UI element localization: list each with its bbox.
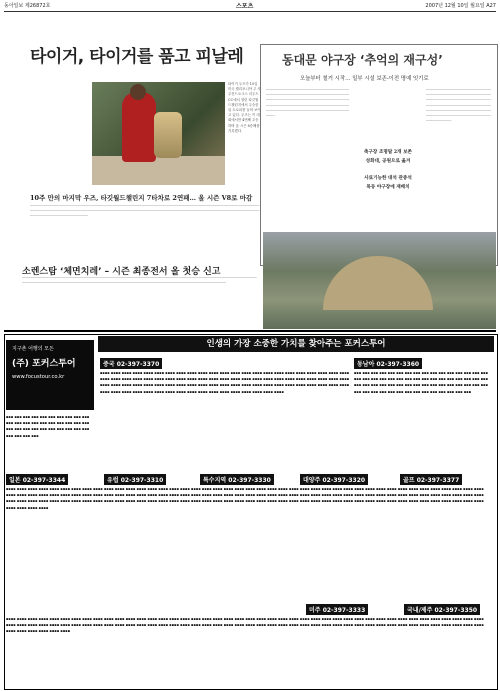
ad-section-china: 중국 02-397-3370: [100, 358, 162, 369]
ad-listing-3: ▪▪▪ ▪▪▪ ▪▪▪ ▪▪▪ ▪▪▪ ▪▪▪ ▪▪▪ ▪▪▪ ▪▪▪ ▪▪▪ ▪▪▪ ▪▪▪ ▪▪▪ ▪▪▪ ▪▪▪ ▪▪▪ ▪▪▪ ▪▪▪ ▪▪▪ ▪▪▪ ▪▪▪ ▪▪▪ ▪▪▪ ▪▪▪ ▪▪▪ ▪▪▪ ▪▪▪ ▪▪▪ ▪▪▪ ▪▪▪ ▪▪▪ ▪▪▪ ▪▪▪ ▪▪▪ ▪▪▪ ▪▪▪ ▪▪▪ ▪▪▪ ▪▪▪ ▪▪▪ ▪▪▪ ▪▪▪ ▪▪▪ ▪▪▪ ▪▪▪ ▪▪▪ ▪▪▪ ▪▪▪ ▪▪▪ ▪▪▪ ▪▪▪ ▪▪▪ ▪▪▪ ▪▪▪ ▪▪▪ ▪▪▪ ▪▪▪ ▪▪▪ ▪▪▪ ▪▪▪ ▪▪▪ ▪▪▪: [354, 371, 489, 394]
headline-secondary: 소렌스탐 ‘체면치레’ – 시즌 최종전서 올 첫승 신고: [22, 267, 221, 277]
photo-caption: 타이거 우즈가 10일 미국 캘리포니아 주 사우전드오크스 셔우드CC에서 열린 타깃월드챌린지에서 우승한 뒤 트로피를 들어 보이고 있다. 우즈는 이 대회에서만 4번째 우승하며 올 시즌 8승째를 기록했다.: [228, 82, 261, 133]
ad-listing-5: ▪▪▪▪ ▪▪▪▪ ▪▪▪▪ ▪▪▪▪ ▪▪▪▪ ▪▪▪▪ ▪▪▪▪ ▪▪▪▪ ▪▪▪▪ ▪▪▪▪ ▪▪▪▪ ▪▪▪▪ ▪▪▪▪ ▪▪▪▪ ▪▪▪▪ ▪▪▪▪ ▪▪▪▪ ▪▪▪▪ ▪▪▪▪ ▪▪▪▪ ▪▪▪▪ ▪▪▪▪ ▪▪▪▪ ▪▪▪▪ ▪▪▪▪ ▪▪▪▪ ▪▪▪▪ ▪▪▪▪ ▪▪▪▪ ▪▪▪▪ ▪▪▪▪ ▪▪▪▪ ▪▪▪▪ ▪▪▪▪ ▪▪▪▪ ▪▪▪▪ ▪▪▪▪ ▪▪▪▪ ▪▪▪▪ ▪▪▪▪ ▪▪▪▪ ▪▪▪▪ ▪▪▪▪ ▪▪▪▪ ▪▪▪▪ ▪▪▪▪ ▪▪▪▪ ▪▪▪▪ ▪▪▪▪ ▪▪▪▪ ▪▪▪▪ ▪▪▪▪ ▪▪▪▪ ▪▪▪▪ ▪▪▪▪ ▪▪▪▪ ▪▪▪▪ ▪▪▪▪ ▪▪▪▪ ▪▪▪▪ ▪▪▪▪ ▪▪▪▪ ▪▪▪▪ ▪▪▪▪ ▪▪▪▪ ▪▪▪▪ ▪▪▪▪ ▪▪▪▪ ▪▪▪▪ ▪▪▪▪ ▪▪▪▪ ▪▪▪▪ ▪▪▪▪ ▪▪▪▪ ▪▪▪▪ ▪▪▪▪ ▪▪▪▪ ▪▪▪▪ ▪▪▪▪ ▪▪▪▪ ▪▪▪▪ ▪▪▪▪ ▪▪▪▪ ▪▪▪▪ ▪▪▪▪ ▪▪▪▪ ▪▪▪▪ ▪▪▪▪ ▪▪▪▪ ▪▪▪▪ ▪▪▪▪ ▪▪▪▪ ▪▪▪▪ ▪▪▪▪: [6, 617, 484, 634]
sidebar-body-1: ───────────────────────────────────────────────────────────────────────────────────────────────────────────────────────────────────────────────────────────────────────────────────────────────────────────────────────────────────────────: [266, 88, 350, 119]
ad-section-america: 미주 02-397-3333: [306, 604, 368, 615]
sidebar-body-2: ──────────────────────────────────────────────────────────────────────────────────────────────────────────────────────────────────────────────────────────────────────────────────────────────────────────────────────────────────────: [426, 88, 492, 124]
ad-section-golf: 골프 02-397-3377: [400, 474, 462, 485]
ad-section-japan: 일본 02-397-3344: [6, 474, 68, 485]
masthead: 동아일보 제26872호: [4, 3, 51, 9]
ad-listing-2: ▪▪▪▪ ▪▪▪▪ ▪▪▪▪ ▪▪▪▪ ▪▪▪▪ ▪▪▪▪ ▪▪▪▪ ▪▪▪▪ ▪▪▪▪ ▪▪▪▪ ▪▪▪▪ ▪▪▪▪ ▪▪▪▪ ▪▪▪▪ ▪▪▪▪ ▪▪▪▪ ▪▪▪▪ ▪▪▪▪ ▪▪▪▪ ▪▪▪▪ ▪▪▪▪ ▪▪▪▪ ▪▪▪▪ ▪▪▪▪ ▪▪▪▪ ▪▪▪▪ ▪▪▪▪ ▪▪▪▪ ▪▪▪▪ ▪▪▪▪ ▪▪▪▪ ▪▪▪▪ ▪▪▪▪ ▪▪▪▪ ▪▪▪▪ ▪▪▪▪ ▪▪▪▪ ▪▪▪▪ ▪▪▪▪ ▪▪▪▪ ▪▪▪▪ ▪▪▪▪ ▪▪▪▪ ▪▪▪▪ ▪▪▪▪ ▪▪▪▪ ▪▪▪▪ ▪▪▪▪ ▪▪▪▪ ▪▪▪▪ ▪▪▪▪ ▪▪▪▪ ▪▪▪▪ ▪▪▪▪ ▪▪▪▪ ▪▪▪▪ ▪▪▪▪ ▪▪▪▪ ▪▪▪▪ ▪▪▪▪ ▪▪▪▪ ▪▪▪▪ ▪▪▪▪ ▪▪▪▪ ▪▪▪▪ ▪▪▪▪ ▪▪▪▪ ▪▪▪▪ ▪▪▪▪ ▪▪▪▪ ▪▪▪▪ ▪▪▪▪ ▪▪▪▪ ▪▪▪▪ ▪▪▪▪ ▪▪▪▪ ▪▪▪▪ ▪▪▪▪ ▪▪▪▪ ▪▪▪▪ ▪▪▪▪ ▪▪▪▪ ▪▪▪▪ ▪▪▪▪ ▪▪▪▪ ▪▪▪▪: [100, 371, 350, 394]
ad-listing-1: ▪▪▪ ▪▪▪ ▪▪▪ ▪▪▪ ▪▪▪ ▪▪▪ ▪▪▪ ▪▪▪ ▪▪▪ ▪▪▪ ▪▪▪ ▪▪▪ ▪▪▪ ▪▪▪ ▪▪▪ ▪▪▪ ▪▪▪ ▪▪▪ ▪▪▪ ▪▪▪ ▪▪▪ ▪▪▪ ▪▪▪ ▪▪▪ ▪▪▪ ▪▪▪ ▪▪▪ ▪▪▪ ▪▪▪ ▪▪▪ ▪▪▪ ▪▪▪ ▪▪▪ ▪▪▪: [6, 415, 90, 438]
article-body-1: ──────────────────────────────────────────────────────────────────────────────────────────────────────────────────────────────────────────────────────────────────────────────────────────────────────────────────────────────────────────────────────────────────────────────────────────────: [30, 204, 260, 219]
ad-section-sea: 동남아 02-397-3360: [354, 358, 422, 369]
sidebar-title: 동대문 야구장 ‘추억의 재구성’: [282, 53, 443, 67]
stadium-photo: [263, 232, 496, 329]
sidebar-pull-quote: 축구장 조명탑 2개 보존 성화대, 공원으로 옮겨 사료기능한 대석 관중석 목동 야구장에 재배치: [364, 150, 412, 190]
ad-section-special: 특수지역 02-397-3330: [200, 474, 274, 485]
ad-rule: [4, 330, 496, 332]
ad-banner: 인생의 가장 소중한 가치를 찾아주는 포커스투어: [98, 336, 494, 352]
ad-section-europe: 유럽 02-397-3310: [104, 474, 166, 485]
date-page: 2007년 12월 10일 월요일 A27: [425, 3, 496, 9]
sidebar-subtitle: 오늘부터 철거 시작… 일부 시설 보존-이전 명예 잇기로: [300, 76, 429, 82]
subheadline: 10주 만의 마지막 우즈, 타깃월드챌린지 7타차로 2연패… 올 시즌 V8로 마감: [30, 194, 253, 202]
ad-listing-4: ▪▪▪▪ ▪▪▪▪ ▪▪▪▪ ▪▪▪▪ ▪▪▪▪ ▪▪▪▪ ▪▪▪▪ ▪▪▪▪ ▪▪▪▪ ▪▪▪▪ ▪▪▪▪ ▪▪▪▪ ▪▪▪▪ ▪▪▪▪ ▪▪▪▪ ▪▪▪▪ ▪▪▪▪ ▪▪▪▪ ▪▪▪▪ ▪▪▪▪ ▪▪▪▪ ▪▪▪▪ ▪▪▪▪ ▪▪▪▪ ▪▪▪▪ ▪▪▪▪ ▪▪▪▪ ▪▪▪▪ ▪▪▪▪ ▪▪▪▪ ▪▪▪▪ ▪▪▪▪ ▪▪▪▪ ▪▪▪▪ ▪▪▪▪ ▪▪▪▪ ▪▪▪▪ ▪▪▪▪ ▪▪▪▪ ▪▪▪▪ ▪▪▪▪ ▪▪▪▪ ▪▪▪▪ ▪▪▪▪ ▪▪▪▪ ▪▪▪▪ ▪▪▪▪ ▪▪▪▪ ▪▪▪▪ ▪▪▪▪ ▪▪▪▪ ▪▪▪▪ ▪▪▪▪ ▪▪▪▪ ▪▪▪▪ ▪▪▪▪ ▪▪▪▪ ▪▪▪▪ ▪▪▪▪ ▪▪▪▪ ▪▪▪▪ ▪▪▪▪ ▪▪▪▪ ▪▪▪▪ ▪▪▪▪ ▪▪▪▪ ▪▪▪▪ ▪▪▪▪ ▪▪▪▪ ▪▪▪▪ ▪▪▪▪ ▪▪▪▪ ▪▪▪▪ ▪▪▪▪ ▪▪▪▪ ▪▪▪▪ ▪▪▪▪ ▪▪▪▪ ▪▪▪▪ ▪▪▪▪ ▪▪▪▪ ▪▪▪▪ ▪▪▪▪ ▪▪▪▪ ▪▪▪▪ ▪▪▪▪ ▪▪▪▪ ▪▪▪▪ ▪▪▪▪ ▪▪▪▪ ▪▪▪▪ ▪▪▪▪ ▪▪▪▪ ▪▪▪▪ ▪▪▪▪ ▪▪▪▪ ▪▪▪▪ ▪▪▪▪ ▪▪▪▪ ▪▪▪▪ ▪▪▪▪ ▪▪▪▪ ▪▪▪▪ ▪▪▪▪ ▪▪▪▪ ▪▪▪▪ ▪▪▪▪ ▪▪▪▪ ▪▪▪▪ ▪▪▪▪ ▪▪▪▪ ▪▪▪▪ ▪▪▪▪ ▪▪▪▪ ▪▪▪▪ ▪▪▪▪ ▪▪▪▪ ▪▪▪▪ ▪▪▪▪ ▪▪▪▪ ▪▪▪▪ ▪▪▪▪ ▪▪▪▪ ▪▪▪▪ ▪▪▪▪ ▪▪▪▪ ▪▪▪▪ ▪▪▪▪ ▪▪▪▪ ▪▪▪▪ ▪▪▪▪ ▪▪▪▪ ▪▪▪▪ ▪▪▪▪ ▪▪▪▪ ▪▪▪▪: [6, 487, 484, 510]
article-body-2: ───────────────────────────────────────────────────────────────────────────────────────────────────────────────────────────────────────────────────────────────────────────────────────────────────────────────────────────────────────────────────: [22, 276, 257, 286]
ad-section-domestic: 국내/제주 02-397-3350: [404, 604, 480, 615]
headline-main: 타이거, 타이거를 품고 피날레: [30, 47, 244, 67]
section-name: 스포츠: [236, 3, 254, 10]
ad-logo: 지구촌 어행의 모든 (주) 포커스투어 www.focustour.co.kr: [6, 340, 94, 410]
page-header: [0, 0, 500, 10]
golfer-photo: [92, 82, 225, 185]
header-rule: [4, 11, 496, 12]
ad-section-oceania: 대양주 02-397-3320: [300, 474, 368, 485]
